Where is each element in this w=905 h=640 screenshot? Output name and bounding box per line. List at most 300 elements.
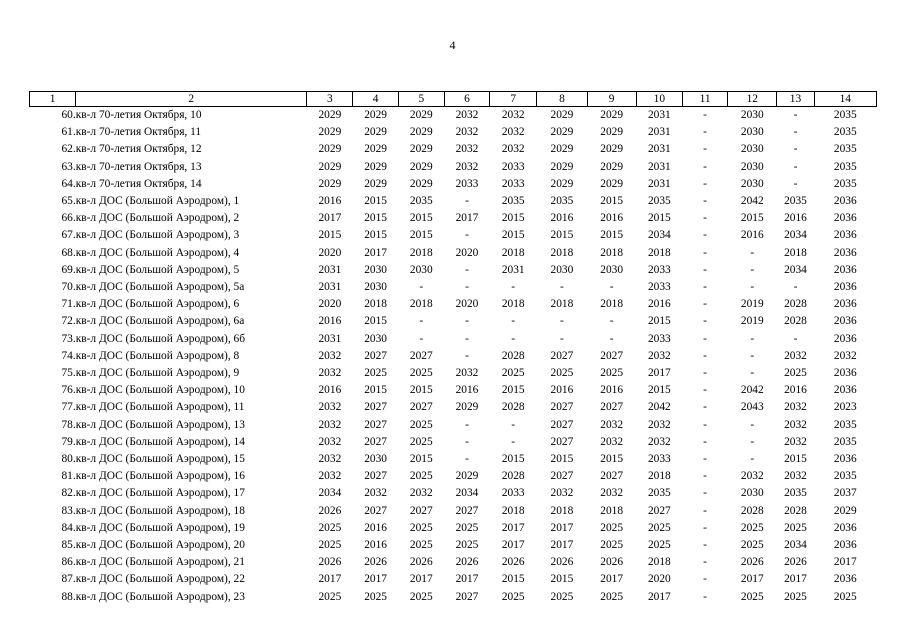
year-cell: - [703,590,707,603]
year-cell: 2025 [409,470,433,483]
year-cell: 2025 [409,367,433,380]
year-cell: 2030 [740,177,764,190]
year-cell: 2018 [784,246,807,259]
year-cell: 2017 [364,246,387,259]
year-cell: 2020 [318,246,342,259]
year-cell: 2043 [740,401,764,414]
year-cell: 2035 [550,195,574,208]
year-cell: 2036 [833,281,857,294]
year-cell: 2030 [550,263,574,276]
row-number: 72. [61,315,76,328]
year-cell: - [703,298,707,311]
year-cell: - [703,349,707,362]
row-number: 77. [61,401,76,414]
year-cell: 2016 [647,298,671,311]
year-cell: 2042 [647,401,671,414]
year-cell: 2025 [409,539,433,552]
year-cell: 2025 [550,590,574,603]
year-cell: - [793,332,798,345]
year-cell: - [703,521,707,534]
table-row [30,485,877,502]
year-cell: - [703,160,707,173]
year-cell: 2016 [600,212,624,225]
row-number: 75. [61,367,76,380]
year-cell: - [703,126,707,139]
year-cell: 2025 [784,367,807,380]
year-cell: - [750,418,755,431]
year-cell: - [703,195,707,208]
year-cell: 2025 [784,521,807,534]
year-cell: 2025 [600,590,624,603]
year-cell: 2017 [647,590,671,603]
year-cell: 2042 [740,384,764,397]
year-cell: 2025 [600,367,624,380]
year-cell: - [750,349,755,362]
year-cell: 2015 [550,453,574,466]
year-cell: 2017 [501,539,525,552]
year-cell: - [465,349,469,362]
year-cell: 2042 [740,195,764,208]
year-cell: 2034 [784,263,807,276]
row-number: 61. [61,126,76,139]
year-cell: 2015 [364,315,387,328]
year-cell: 2027 [364,349,387,362]
year-cell: 2032 [784,435,807,448]
year-cell: 2016 [740,229,764,242]
year-cell: 2036 [833,367,857,380]
year-cell: 2015 [364,384,387,397]
year-cell: 2036 [833,298,857,311]
year-cell: 2015 [501,453,525,466]
year-cell: 2015 [501,384,525,397]
address-cell: кв-л 70-летия Октября, 12 [75,143,202,156]
year-cell: 2029 [550,126,574,139]
year-cell: 2027 [364,435,387,448]
year-cell: 2026 [318,556,342,569]
year-cell: 2018 [600,298,624,311]
year-cell: 2025 [364,590,387,603]
year-cell: 2015 [364,195,387,208]
table-row [30,124,877,141]
year-cell: 2018 [647,470,671,483]
year-cell: 2015 [409,229,433,242]
year-cell: 2017 [455,573,479,586]
year-cell: 2019 [740,298,764,311]
year-cell: 2032 [784,470,807,483]
year-cell: - [703,281,707,294]
year-cell: 2025 [455,521,479,534]
year-cell: 2032 [600,418,624,431]
year-cell: - [703,246,707,259]
table-row [30,193,877,210]
year-cell: 2032 [318,367,342,380]
year-cell: 2033 [501,160,525,173]
year-cell: 2029 [455,401,479,414]
year-cell: 2031 [647,126,671,139]
year-cell: 2026 [740,556,764,569]
year-cell: 2015 [784,453,807,466]
row-number: 67. [61,229,76,242]
year-cell: 2025 [740,521,764,534]
year-cell: - [793,281,798,294]
year-cell: - [511,281,516,294]
year-cell: - [703,229,707,242]
row-number: 74. [61,349,76,362]
table-row [30,159,877,176]
year-cell: 2029 [318,109,342,121]
year-cell: 2035 [501,195,525,208]
year-cell: 2028 [784,504,807,517]
year-cell: 2032 [550,487,574,500]
year-cell: - [703,487,707,500]
address-cell: кв-л ДОС (Большой Аэродром), 20 [75,539,245,552]
year-cell: 2032 [455,109,479,121]
year-cell: 2028 [501,349,525,362]
year-cell: - [419,332,424,345]
year-cell: 2033 [647,332,671,345]
year-cell: 2029 [600,109,624,121]
year-cell: 2035 [833,126,857,139]
header-row [30,92,877,107]
year-cell: 2027 [600,401,624,414]
year-cell: - [703,332,707,345]
year-cell: 2032 [364,487,387,500]
address-cell: кв-л ДОС (Большой Аэродром), 13 [75,418,245,431]
row-number: 87. [61,573,76,586]
address-cell: кв-л ДОС (Большой Аэродром), 3 [75,229,240,242]
year-cell: 2020 [455,246,479,259]
column-header: 12 [728,92,777,107]
year-cell: 2015 [364,212,387,225]
row-number: 85. [61,539,76,552]
year-cell: 2017 [501,521,525,534]
year-cell: 2032 [784,349,807,362]
year-cell: 2032 [455,367,479,380]
year-cell: 2035 [647,487,671,500]
year-cell: 2029 [364,177,387,190]
year-cell: 2032 [647,418,671,431]
year-cell: 2027 [550,418,574,431]
address-cell: кв-л ДОС (Большой Аэродром), 22 [75,573,245,586]
year-cell: 2025 [740,539,764,552]
year-cell: 2030 [740,143,764,156]
year-cell: 2036 [833,229,857,242]
year-cell: 2015 [550,573,574,586]
table-row [30,571,877,588]
year-cell: 2029 [550,109,574,121]
year-cell: 2029 [600,126,624,139]
year-cell: 2032 [318,453,342,466]
year-cell: 2034 [784,539,807,552]
year-cell: - [750,435,755,448]
table-row [30,227,877,244]
year-cell: - [703,470,707,483]
year-cell: 2031 [647,160,671,173]
year-cell: 2029 [550,143,574,156]
row-number: 70. [61,281,76,294]
year-cell: 2018 [364,298,387,311]
year-cell: 2018 [550,504,574,517]
year-cell: 2015 [600,229,624,242]
year-cell: 2017 [833,556,857,569]
year-cell: 2015 [647,212,671,225]
year-cell: 2032 [501,126,525,139]
year-cell: 2015 [600,195,624,208]
year-cell: - [609,332,614,345]
column-header: 2 [76,92,307,107]
year-cell: 2029 [409,143,433,156]
year-cell: 2029 [455,470,479,483]
year-cell: 2020 [455,298,479,311]
address-cell: кв-л ДОС (Большой Аэродром), 21 [75,556,245,569]
address-cell: кв-л ДОС (Большой Аэродром), 23 [75,590,245,603]
address-cell: кв-л ДОС (Большой Аэродром), 18 [75,504,245,517]
address-cell: кв-л ДОС (Большой Аэродром), 6 [75,298,240,311]
year-cell: 2026 [550,556,574,569]
year-cell: 2017 [647,367,671,380]
address-cell: кв-л ДОС (Большой Аэродром), 2 [75,212,240,225]
year-cell: 2035 [833,418,857,431]
year-cell: 2033 [455,177,479,190]
year-cell: 2023 [833,401,857,414]
address-cell: кв-л 70-летия Октября, 11 [75,126,202,139]
year-cell: 2016 [318,384,342,397]
year-cell: 2016 [600,384,624,397]
year-cell: 2029 [318,177,342,190]
year-cell: 2028 [501,470,525,483]
year-cell: 2015 [740,212,764,225]
year-cell: 2031 [318,281,342,294]
year-cell: - [750,246,755,259]
year-cell: 2032 [318,470,342,483]
year-cell: 2032 [318,349,342,362]
year-cell: 2025 [600,521,624,534]
year-cell: - [465,195,469,208]
year-cell: - [703,401,707,414]
year-cell: 2017 [364,573,387,586]
address-cell: кв-л ДОС (Большой Аэродром), 1 [75,195,240,208]
year-cell: 2031 [647,177,671,190]
year-cell: 2028 [740,504,764,517]
year-cell: 2017 [784,573,807,586]
year-cell: 2026 [318,504,342,517]
row-number: 76. [61,384,76,397]
year-cell: 2025 [784,590,807,603]
year-cell: 2032 [318,435,342,448]
row-number: 66. [61,212,76,225]
year-cell: 2031 [647,109,671,121]
year-cell: 2015 [550,229,574,242]
year-cell: 2015 [364,229,387,242]
year-cell: 2027 [455,590,479,603]
table-row [30,520,877,537]
column-header: 3 [307,92,353,107]
row-number: 88. [61,590,76,603]
table-row [30,176,877,193]
year-cell: 2025 [647,521,671,534]
year-cell: 2015 [318,229,342,242]
year-cell: 2026 [501,556,525,569]
year-cell: - [560,315,564,328]
year-cell: 2016 [318,195,342,208]
address-cell: кв-л ДОС (Большой Аэродром), 9 [75,367,240,380]
year-cell: 2030 [740,126,764,139]
year-cell: 2032 [740,470,764,483]
year-cell: 2034 [647,229,671,242]
year-cell: 2016 [364,521,387,534]
year-cell: - [703,143,707,156]
year-cell: 2018 [501,298,525,311]
year-cell: 2018 [600,246,624,259]
table-row [30,417,877,434]
year-cell: 2030 [364,453,387,466]
address-cell: кв-л ДОС (Большой Аэродром), 15 [75,453,245,466]
year-cell: 2029 [364,160,387,173]
year-cell: 2016 [784,384,807,397]
row-number: 68. [61,246,76,259]
year-cell: 2029 [600,143,624,156]
year-cell: 2017 [318,212,342,225]
table-row [30,331,877,348]
year-cell: 2027 [455,504,479,517]
year-cell: 2018 [409,246,433,259]
year-cell: 2025 [318,590,342,603]
year-cell: 2027 [364,504,387,517]
year-cell: - [703,212,707,225]
table-row [30,468,877,485]
year-cell: - [703,315,707,328]
year-cell: 2027 [409,349,433,362]
year-cell: 2025 [318,521,342,534]
year-cell: 2032 [784,401,807,414]
address-cell: кв-л ДОС (Большой Аэродром), 6а [75,315,245,328]
address-cell: кв-л ДОС (Большой Аэродром), 14 [75,435,245,448]
year-cell: 2033 [647,453,671,466]
year-cell: 2035 [784,487,807,500]
year-cell: 2030 [409,263,433,276]
table-row [30,503,877,520]
year-cell: - [793,160,798,173]
year-cell: 2017 [740,573,764,586]
year-cell: 2028 [784,315,807,328]
year-cell: 2032 [647,349,671,362]
year-cell: - [465,453,469,466]
year-cell: 2017 [455,212,479,225]
row-number: 82. [61,487,76,500]
year-cell: 2032 [409,487,433,500]
table-row [30,141,877,158]
year-cell: 2032 [455,160,479,173]
year-cell: - [750,281,755,294]
year-cell: 2027 [409,401,433,414]
column-header: 4 [353,92,398,107]
year-cell: - [703,435,707,448]
year-cell: - [703,556,707,569]
year-cell: 2015 [600,453,624,466]
year-cell: 2032 [455,126,479,139]
year-cell: - [703,177,707,190]
year-cell: 2032 [600,435,624,448]
year-cell: - [609,315,614,328]
year-cell: 2015 [501,573,525,586]
column-header: 1 [30,92,76,107]
table-row [30,451,877,468]
row-number: 71. [61,298,76,311]
year-cell: 2031 [501,263,525,276]
year-cell: - [465,332,469,345]
year-cell: 2016 [318,315,342,328]
year-cell: 2033 [647,263,671,276]
year-cell: 2032 [647,435,671,448]
address-cell: кв-л 70-летия Октября, 13 [75,160,202,173]
address-cell: кв-л ДОС (Большой Аэродром), 4 [75,246,240,259]
year-cell: 2032 [784,418,807,431]
year-cell: 2029 [364,143,387,156]
year-cell: 2034 [455,487,479,500]
year-cell: 2033 [501,487,525,500]
table-body [30,107,877,606]
year-cell: 2018 [647,556,671,569]
row-number: 73. [61,332,76,345]
year-cell: 2030 [740,487,764,500]
year-cell: - [703,573,707,586]
year-cell: 2017 [550,521,574,534]
year-cell: 2018 [550,298,574,311]
address-cell: кв-л ДОС (Большой Аэродром), 19 [75,521,245,534]
year-cell: 2015 [501,229,525,242]
year-cell: 2017 [550,539,574,552]
year-cell: 2036 [833,195,857,208]
address-cell: кв-л 70-летия Октября, 14 [75,177,202,190]
year-cell: 2029 [409,109,433,121]
table-row [30,554,877,571]
year-cell: - [703,539,707,552]
year-cell: 2035 [833,470,857,483]
year-cell: 2027 [550,349,574,362]
year-cell: - [465,229,469,242]
year-cell: 2016 [550,212,574,225]
year-cell: 2027 [600,470,624,483]
year-cell: 2025 [409,590,433,603]
address-cell: кв-л ДОС (Большой Аэродром), 5 [75,263,240,276]
year-cell: 2026 [784,556,807,569]
year-cell: 2029 [318,143,342,156]
year-cell: 2029 [409,126,433,139]
year-cell: 2035 [833,177,857,190]
row-number: 86. [61,556,76,569]
year-cell: 2032 [833,349,857,362]
year-cell: 2027 [647,504,671,517]
year-cell: 2020 [647,573,671,586]
data-table [29,91,877,606]
address-cell: кв-л ДОС (Большой Аэродром), 10 [75,384,245,397]
row-number: 62. [61,143,76,156]
year-cell: 2027 [364,401,387,414]
year-cell: 2036 [833,384,857,397]
year-cell: 2016 [455,384,479,397]
year-cell: 2035 [833,143,857,156]
year-cell: 2036 [833,539,857,552]
year-cell: 2029 [550,177,574,190]
year-cell: 2026 [364,556,387,569]
year-cell: 2036 [833,212,857,225]
row-number: 83. [61,504,76,517]
year-cell: - [465,315,469,328]
row-number: 65. [61,195,76,208]
table-row [30,296,877,313]
year-cell: 2034 [784,229,807,242]
column-header: 10 [636,92,682,107]
